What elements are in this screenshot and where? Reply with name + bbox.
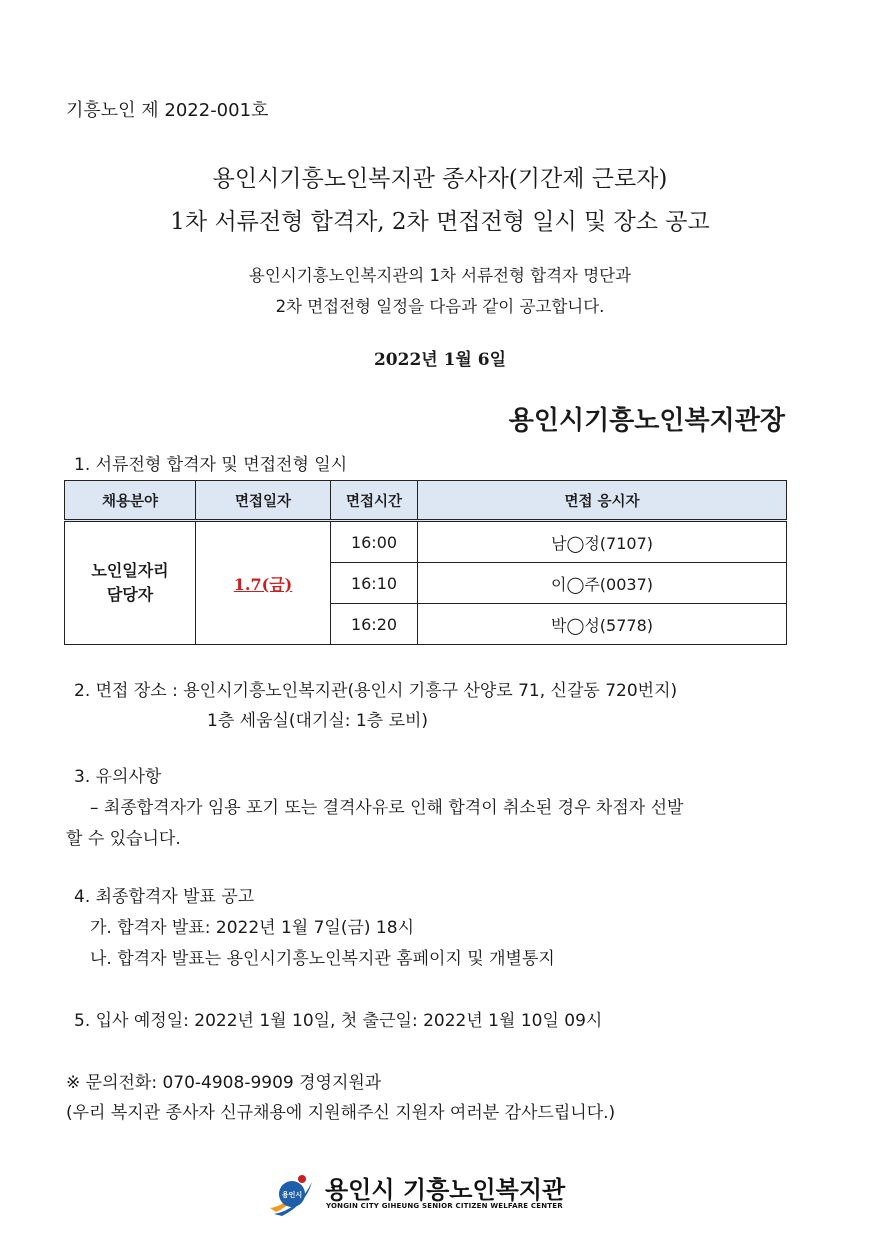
document-number: 기흥노인 제 2022-001호 [66,100,269,121]
logo-english-name: YONGIN CITY GIHEUNG SENIOR CITIZEN WELFARE CENTER [326,1202,563,1210]
section-4-heading: 4. 최종합격자 발표 공고 [74,887,255,907]
welfare-center-logo [268,1170,566,1220]
section-4-item-b: 나. 합격자 발표는 용인시기흥노인복지관 홈페이지 및 개별통지 [90,949,555,969]
section-5-start-date: 5. 입사 예정일: 2022년 1월 10일, 첫 출근일: 2022년 1월 10일 09시 [74,1011,603,1031]
logo-badge-text: 용인시 [281,1191,303,1199]
interview-time-cell: 16:20 [331,604,418,645]
candidate-cell: 박◯성(5778) [418,604,787,645]
field-line-1: 노인일자리 [91,561,169,580]
intro-line-1: 용인시기흥노인복지관의 1차 서류전형 합격자 명단과 [248,266,632,285]
candidate-cell: 이◯주(0037) [418,563,787,604]
field-line-2: 담당자 [106,585,154,604]
title-line-2: 1차 서류전형 합격자, 2차 면접전형 일시 및 장소 공고 [170,209,710,235]
section-4-item-a: 가. 합격자 발표: 2022년 1월 7일(금) 18시 [90,918,414,938]
section-3-heading: 3. 유의사항 [74,767,162,787]
table-header-row [65,481,787,521]
contact-phone: ※ 문의전화: 070-4908-9909 경영지원과 [66,1073,382,1093]
header-field: 채용분야 [65,481,196,521]
intro-line-2: 2차 면접전형 일정을 다음과 같이 공고합니다. [275,297,605,316]
welfare-center-emblem-icon [268,1170,320,1220]
header-interview-date: 면접일자 [196,481,331,521]
header-interview-time: 면접시간 [331,481,418,521]
recruitment-field-cell [65,521,196,645]
section-2-location: 2. 면접 장소 : 용인시기흥노인복지관(용인시 기흥구 산양로 71, 신갈동 720번지) [74,681,678,701]
interview-time-cell: 16:00 [331,521,418,563]
section-3-note-line-1: – 최종합격자가 임용 포기 또는 결격사유로 인해 합격이 취소된 경우 차점자 선발 [90,798,684,818]
table-row [65,521,787,563]
issuer-signature: 용인시기흥노인복지관장 [508,406,785,436]
interview-schedule-table [64,480,787,645]
section-2-room: 1층 세움실(대기실: 1층 로비) [207,711,429,731]
title-line-1: 용인시기흥노인복지관 종사자(기간제 근로자) [212,166,668,192]
section-1-heading: 1. 서류전형 합격자 및 면접전형 일시 [74,455,348,475]
section-3-note-line-2: 할 수 있습니다. [66,829,181,849]
logo-name: 용인시 기흥노인복지관 [325,1176,566,1204]
announcement-date: 2022년 1월 6일 [373,350,507,370]
thanks-note: (우리 복지관 종사자 신규채용에 지원해주신 지원자 여러분 감사드립니다.) [66,1103,616,1123]
candidate-cell: 남◯정(7107) [418,521,787,563]
interview-time-cell: 16:10 [331,563,418,604]
interview-date-cell: 1.7(금) [196,521,331,645]
header-candidate: 면접 응시자 [418,481,787,521]
